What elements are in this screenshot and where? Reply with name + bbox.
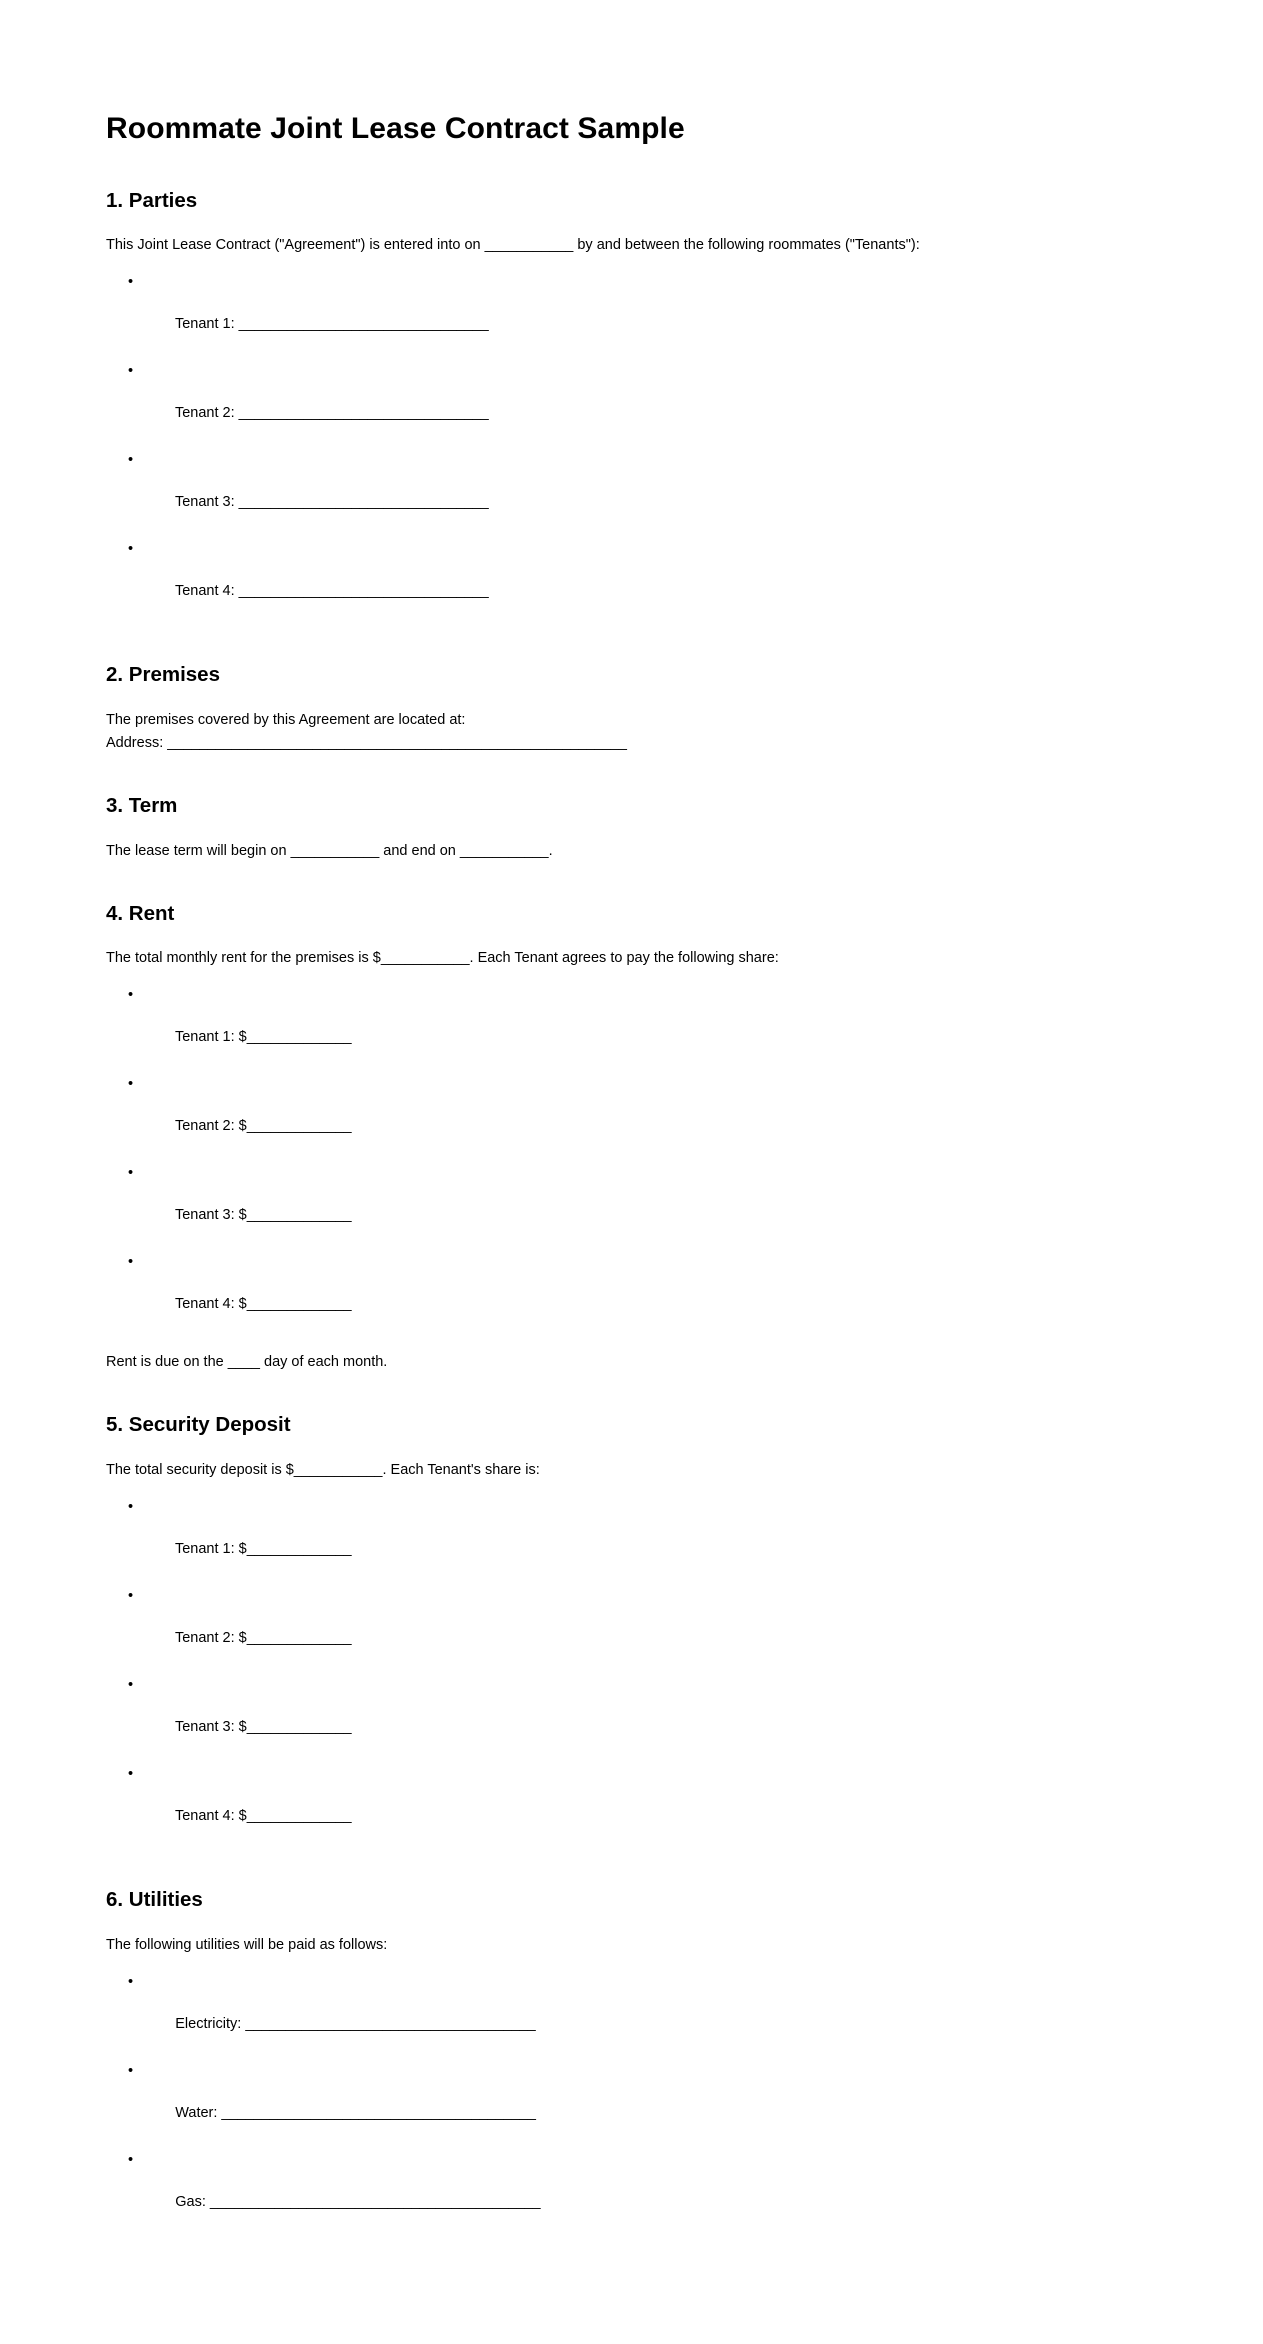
section-heading-utilities: 6. Utilities <box>106 1888 203 1912</box>
list-item <box>106 1764 1157 1848</box>
utilities-intro-paragraph: The following utilities will be paid as follows: <box>106 1936 388 1953</box>
rent-tenant-1-blank[interactable]: Tenant 1: $_____________ <box>174 1029 352 1046</box>
list-item <box>106 1074 1157 1158</box>
security-deposit-share-list <box>106 1497 1157 1848</box>
tenant-3-name-blank[interactable]: Tenant 3: _______________________________ <box>174 494 489 511</box>
bullet-icon: • <box>128 2152 134 2169</box>
security-deposit-intro-paragraph[interactable]: The total security deposit is $___________. Each Tenant's share is: <box>106 1462 540 1479</box>
bullet-icon: • <box>128 1076 134 1093</box>
term-dates-paragraph[interactable]: The lease term will begin on ___________ and end on ___________. <box>106 842 553 859</box>
list-item <box>106 2150 1157 2234</box>
rent-tenant-2-blank[interactable]: Tenant 2: $_____________ <box>174 1118 352 1135</box>
bullet-icon: • <box>128 1165 134 1182</box>
parties-intro-paragraph: This Joint Lease Contract ("Agreement") is entered into on ___________ by and between the following roommates ("Tenants"): <box>106 237 920 254</box>
page-title: Roommate Joint Lease Contract Sample <box>106 112 685 145</box>
bullet-icon: • <box>128 1588 134 1605</box>
utility-gas-blank[interactable]: Gas: _________________________________________ <box>175 2194 541 2211</box>
section-heading-rent: 4. Rent <box>106 901 175 925</box>
list-item <box>106 539 1157 623</box>
section-heading-premises: 2. Premises <box>106 663 220 687</box>
list-item <box>106 361 1157 445</box>
utilities-list <box>106 1972 1157 2234</box>
bullet-icon: • <box>128 1677 134 1694</box>
list-item <box>106 1252 1157 1336</box>
bullet-icon: • <box>128 274 134 291</box>
utility-water-blank[interactable]: Water: _______________________________________ <box>175 2105 536 2122</box>
rent-due-day-paragraph[interactable]: Rent is due on the ____ day of each month. <box>106 1354 388 1371</box>
list-item <box>106 1497 1157 1581</box>
section-heading-security-deposit: 5. Security Deposit <box>106 1413 291 1437</box>
rent-tenant-4-blank[interactable]: Tenant 4: $_____________ <box>174 1296 352 1313</box>
premises-address-blank[interactable]: Address: _________________________________________________________ <box>106 734 627 751</box>
rent-intro-paragraph[interactable]: The total monthly rent for the premises is $___________. Each Tenant agrees to pay the following share: <box>106 950 779 967</box>
section-heading-parties: 1. Parties <box>106 188 198 212</box>
section-term <box>106 794 1157 862</box>
deposit-tenant-2-blank[interactable]: Tenant 2: $_____________ <box>174 1630 352 1647</box>
deposit-tenant-3-blank[interactable]: Tenant 3: $_____________ <box>174 1719 352 1736</box>
deposit-tenant-1-blank[interactable]: Tenant 1: $_____________ <box>174 1541 352 1558</box>
bullet-icon: • <box>128 987 134 1004</box>
tenant-2-name-blank[interactable]: Tenant 2: _______________________________ <box>174 405 489 422</box>
list-item <box>106 1972 1157 2056</box>
list-item <box>106 1586 1157 1670</box>
section-parties <box>106 189 1157 624</box>
bullet-icon: • <box>128 2063 134 2079</box>
rent-share-list <box>106 985 1157 1336</box>
list-item <box>106 450 1157 534</box>
list-item <box>106 272 1157 356</box>
list-item <box>106 2061 1157 2145</box>
bullet-icon: • <box>128 1766 134 1783</box>
tenant-1-name-blank[interactable]: Tenant 1: _______________________________ <box>174 316 489 333</box>
utility-electricity-blank[interactable]: Electricity: ____________________________________ <box>175 2015 536 2032</box>
section-heading-term: 3. Term <box>106 793 178 817</box>
bullet-icon: • <box>128 1973 134 1990</box>
bullet-icon: • <box>128 1254 134 1271</box>
bullet-icon: • <box>128 452 134 469</box>
list-item <box>106 1675 1157 1759</box>
section-rent <box>106 902 1157 1374</box>
rent-tenant-3-blank[interactable]: Tenant 3: $_____________ <box>174 1207 352 1224</box>
bullet-icon: • <box>128 541 134 558</box>
bullet-icon: • <box>128 1499 134 1516</box>
parties-tenant-list <box>106 272 1157 623</box>
list-item <box>106 985 1157 1069</box>
list-item <box>106 1163 1157 1247</box>
premises-intro-paragraph: The premises covered by this Agreement are located at: <box>106 711 466 728</box>
bullet-icon: • <box>128 363 134 380</box>
tenant-4-name-blank[interactable]: Tenant 4: _______________________________ <box>174 583 489 600</box>
deposit-tenant-4-blank[interactable]: Tenant 4: $_____________ <box>174 1808 352 1825</box>
section-utilities <box>106 1888 1157 2234</box>
section-security-deposit <box>106 1413 1157 1848</box>
section-premises <box>106 663 1157 754</box>
